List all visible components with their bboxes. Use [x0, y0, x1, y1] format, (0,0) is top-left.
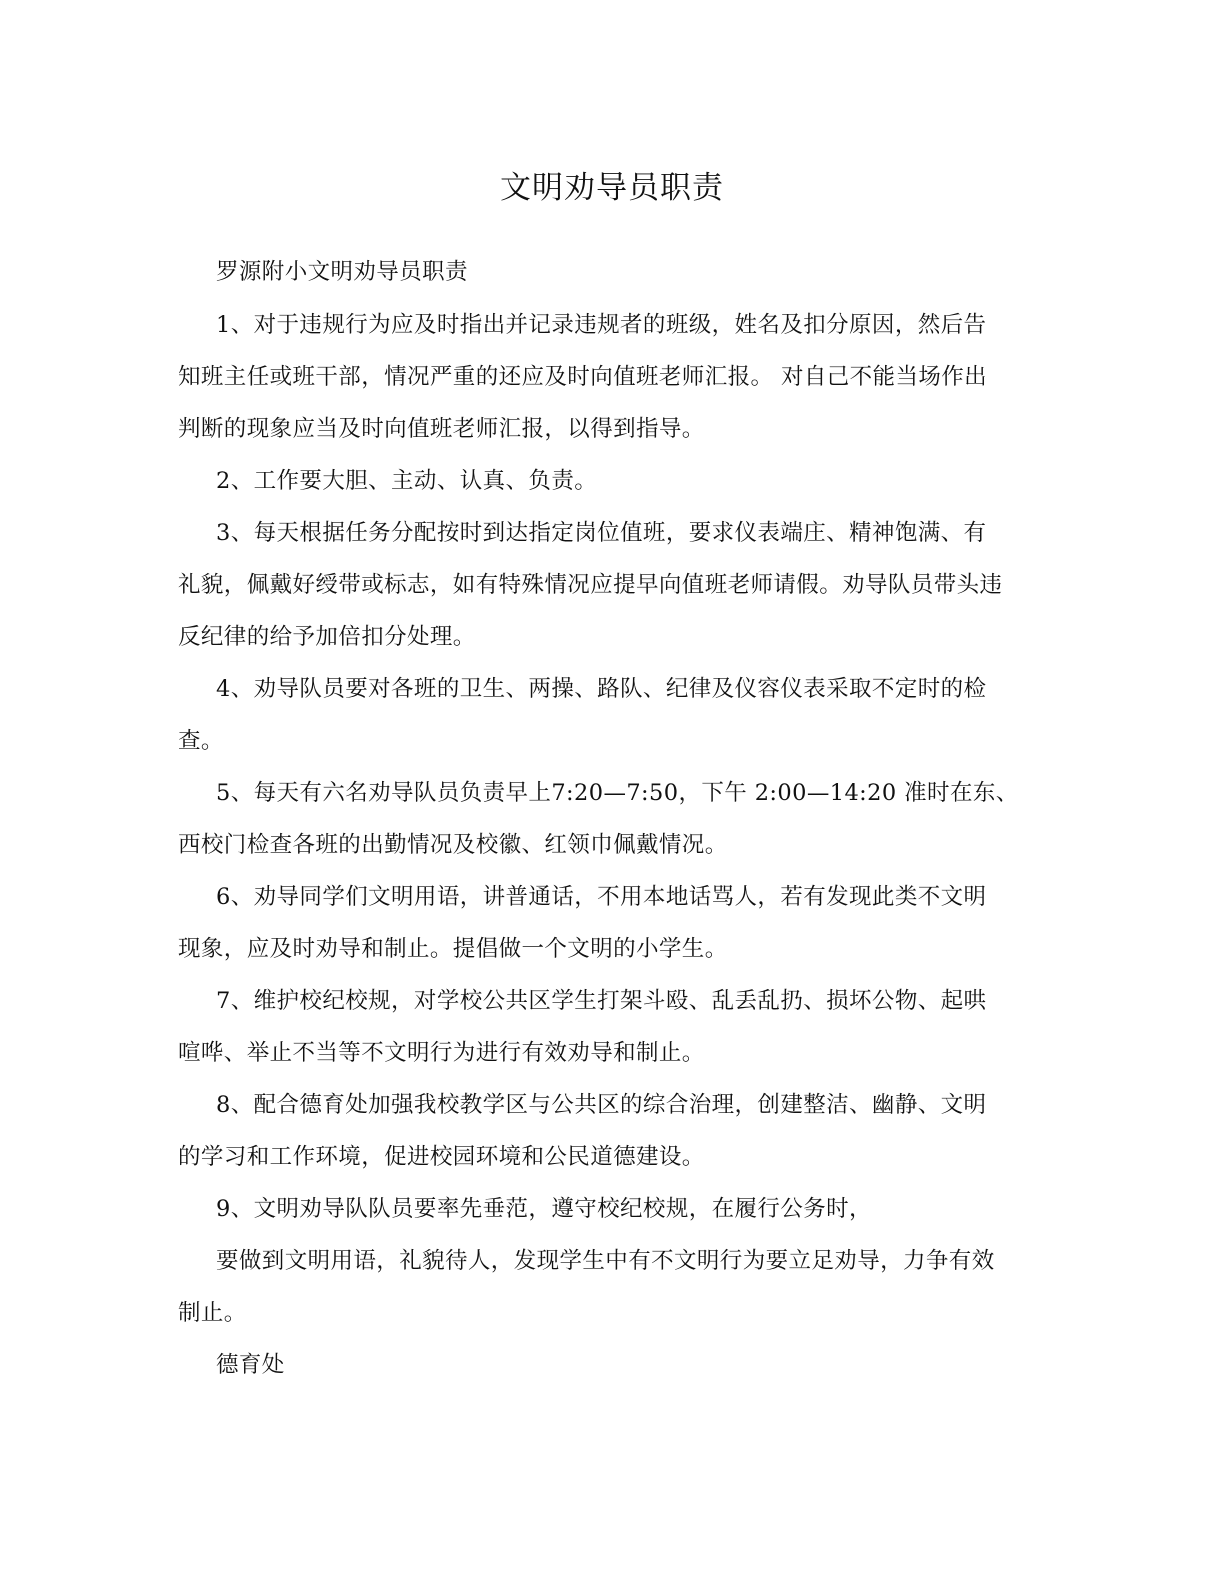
paragraph-9-line-3: 制止。 — [178, 1300, 247, 1326]
paragraph-8-line-1: 8、配合德育处加强我校教学区与公共区的综合治理，创建整洁、幽静、文明 — [216, 1092, 987, 1118]
paragraph-9-line-2: 要做到文明用语，礼貌待人，发现学生中有不文明行为要立足劝导，力争有效 — [216, 1248, 995, 1274]
paragraph-4-line-2: 查。 — [178, 728, 224, 754]
paragraph-9-line-1: 9、文明劝导队队员要率先垂范，遵守校纪校规，在履行公务时， — [216, 1196, 872, 1222]
paragraph-6-line-1: 6、劝导同学们文明用语，讲普通话，不用本地话骂人，若有发现此类不文明 — [216, 884, 987, 910]
paragraph-4-line-1: 4、劝导队员要对各班的卫生、两操、路队、纪律及仪容仪表采取不定时的检 — [216, 676, 987, 702]
paragraph-8-line-2: 的学习和工作环境，促进校园环境和公民道德建设。 — [178, 1144, 705, 1170]
paragraph-1-line-1: 1、对于违规行为应及时指出并记录违规者的班级，姓名及扣分原因，然后告 — [216, 312, 987, 338]
document-subtitle: 罗源附小文明劝导员职责 — [216, 259, 468, 285]
paragraph-7-line-2: 喧哗、举止不当等不文明行为进行有效劝导和制止。 — [178, 1040, 705, 1066]
signature: 德育处 — [216, 1352, 285, 1378]
paragraph-5-line-1: 5、每天有六名劝导队员负责早上7:20—7:50，下午 2:00—14:20 准时在东、 — [216, 780, 1019, 806]
paragraph-3-line-1: 3、每天根据任务分配按时到达指定岗位值班，要求仪表端庄、精神饱满、有 — [216, 520, 987, 546]
paragraph-5-line-2: 西校门检查各班的出勤情况及校徽、红领巾佩戴情况。 — [178, 832, 728, 858]
paragraph-3-line-2: 礼貌，佩戴好绶带或标志，如有特殊情况应提早向值班老师请假。劝导队员带头违 — [178, 572, 1003, 598]
paragraph-2-line-1: 2、工作要大胆、主动、认真、负责。 — [216, 468, 598, 494]
paragraph-1-line-2: 知班主任或班干部，情况严重的还应及时向值班老师汇报。 对自己不能当场作出 — [178, 364, 988, 390]
paragraph-6-line-2: 现象，应及时劝导和制止。提倡做一个文明的小学生。 — [178, 936, 728, 962]
paragraph-3-line-3: 反纪律的给予加倍扣分处理。 — [178, 624, 476, 650]
document-title: 文明劝导员职责 — [500, 170, 724, 206]
paragraph-1-line-3: 判断的现象应当及时向值班老师汇报，以得到指导。 — [178, 416, 705, 442]
paragraph-7-line-1: 7、维护校纪校规，对学校公共区学生打架斗殴、乱丢乱扔、损坏公物、起哄 — [216, 988, 987, 1014]
